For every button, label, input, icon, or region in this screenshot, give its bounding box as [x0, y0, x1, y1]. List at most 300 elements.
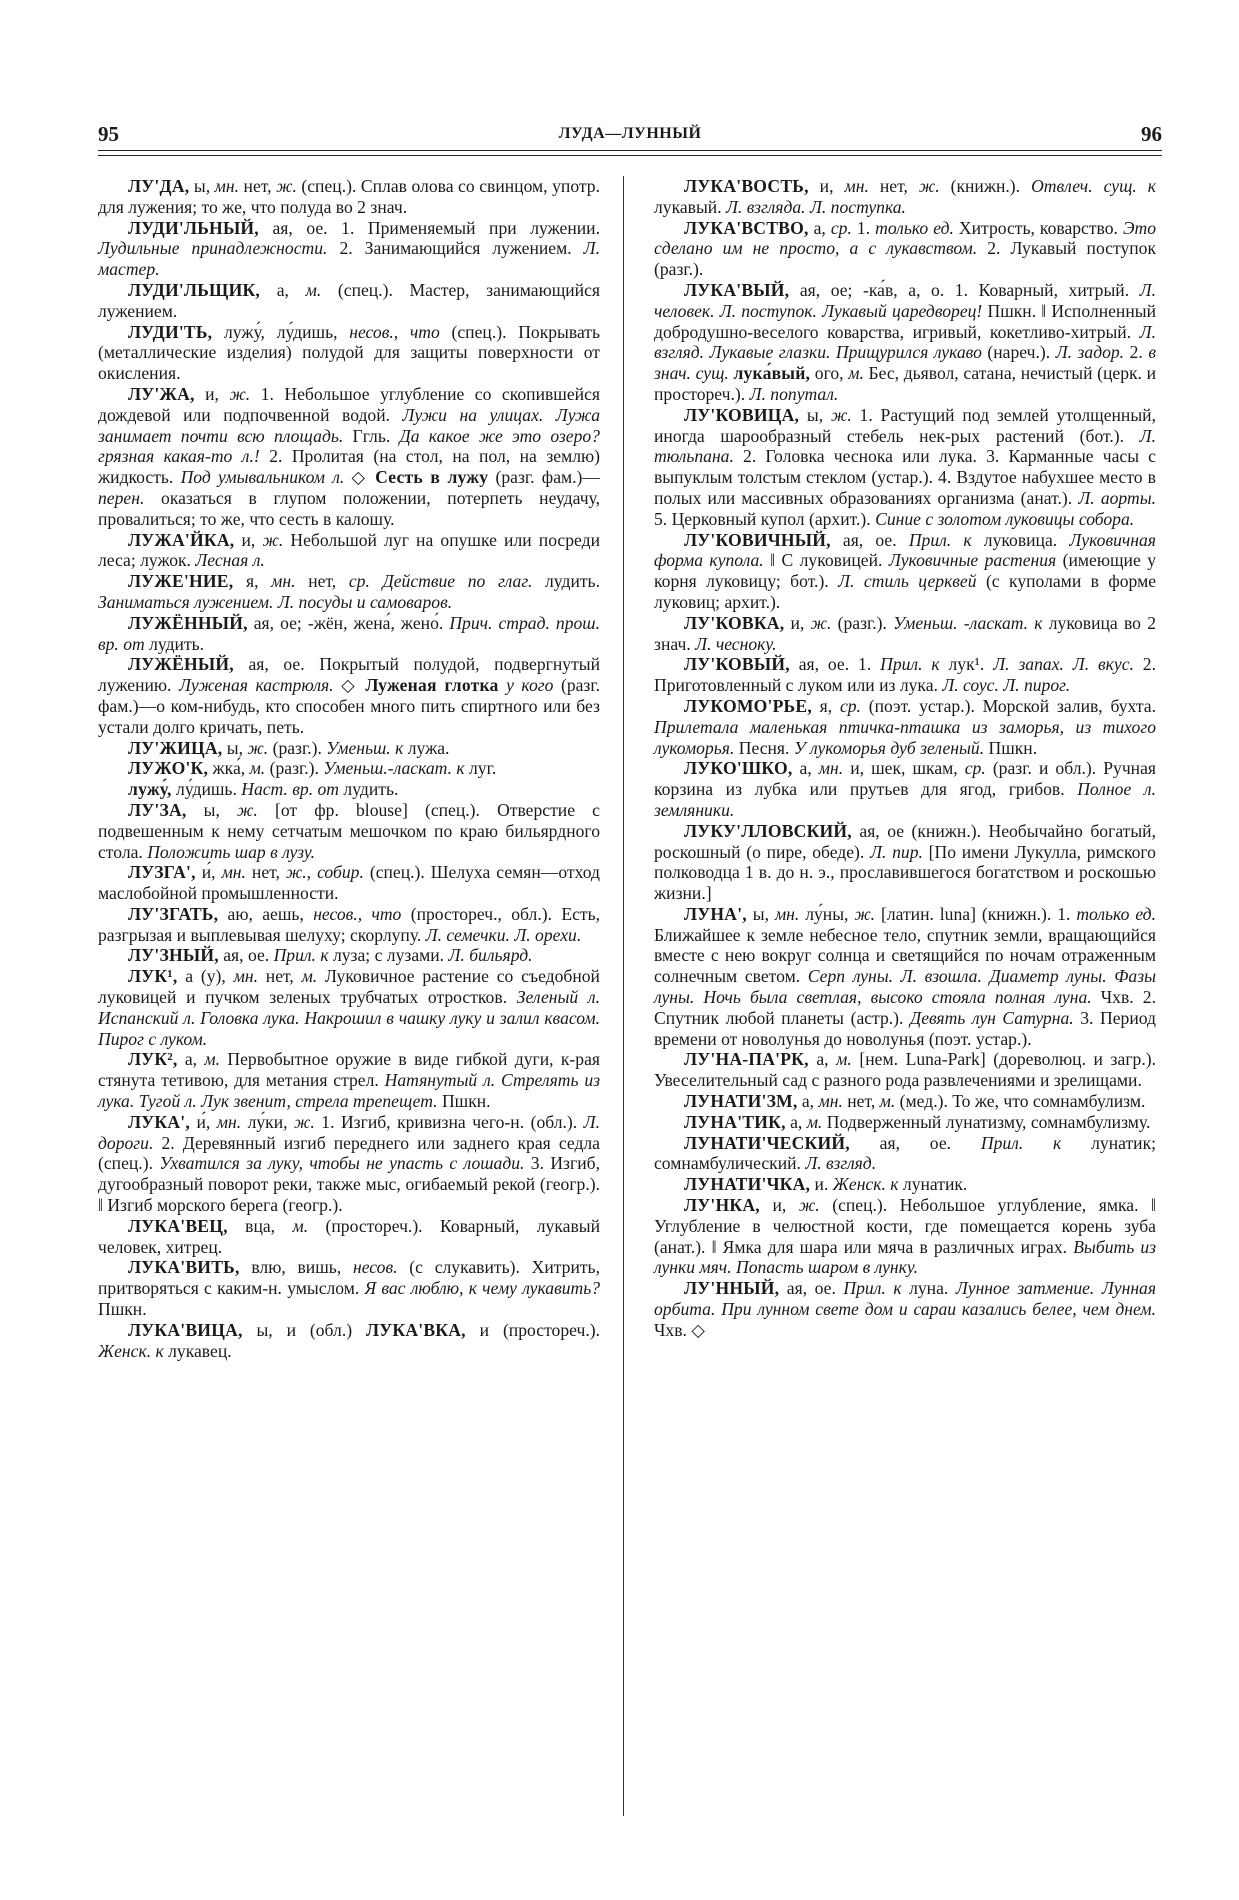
italic-text: Я вас люблю, к чему лукавить? — [364, 1278, 601, 1299]
headword: ЛУНАТИ'ЗМ, — [684, 1091, 798, 1112]
entry-text: лунатик; сомнамбулический. — [654, 1132, 1157, 1174]
italic-text: ж. — [918, 176, 940, 196]
entry-text: нет, — [245, 862, 286, 883]
entry-text: и, шек, шкам, — [843, 758, 965, 779]
italic-text: ж. — [830, 404, 852, 425]
entry-text: (спец.). Мастер, занимающийся лужением. — [98, 279, 600, 321]
headword: ЛУКА'ВОСТЬ, — [684, 176, 809, 196]
dictionary-entry — [98, 1257, 600, 1319]
entry-text: (простореч.). Коварный, лукавый человек, хитрец. — [98, 1215, 600, 1257]
entry-text: 2. Пролитая (на стол, на пол, на землю) жидкость. — [98, 446, 600, 488]
dictionary-entry — [654, 1112, 1156, 1133]
dictionary-entry — [654, 280, 1156, 405]
headword: ЛУК¹, — [128, 966, 178, 987]
entry-text: нет, — [295, 571, 349, 592]
entry-text: а (у), — [177, 966, 234, 987]
entry-text: 1. Изгиб, кривизна чего-н. (обл.). — [314, 1111, 584, 1132]
entry-text: лукавец. — [163, 1340, 232, 1361]
entry-text: (разг. и обл.). Ручная корзина из лубка или прутьев для ягод, грибов. — [654, 758, 1156, 800]
dictionary-entry — [654, 1091, 1156, 1112]
entry-text: ая, ое; -жён, жена́, жено́. — [247, 612, 450, 633]
entry-text: лудить. — [144, 633, 205, 654]
entry-text: лу́ны, — [799, 903, 855, 924]
italic-text: ж. — [854, 903, 876, 924]
entry-text: я, — [233, 571, 272, 592]
entry-text: а, — [792, 758, 819, 779]
entry-text: [По имени Лукулла, римского полководца 1 в. до н. э., прославившегося богатством и роскошью жизни.] — [654, 841, 1156, 904]
italic-text: Ухватился за луку, чтобы не упасть с лошади. — [159, 1153, 525, 1174]
entry-text: Пшкн. — [437, 1091, 491, 1112]
entry-text: Первобытное оружие в виде гибкой дуги, к-рая стянута тетивою, для метания стрел. — [98, 1049, 600, 1091]
entry-text: 2. — [1124, 342, 1149, 363]
italic-text: несов., что — [349, 321, 440, 342]
dictionary-entry — [98, 800, 600, 862]
italic-text: м. — [292, 1215, 309, 1236]
dictionary-entry — [654, 1133, 1156, 1175]
headword: ЛУ'КОВКА, — [684, 612, 785, 633]
headword: ЛУКА'ВКА, — [365, 1319, 466, 1340]
entry-text: аю, аешь, — [218, 903, 314, 924]
entry-text: я, — [811, 695, 840, 716]
headword: ЛУДИ'ЛЬЩИК, — [128, 279, 261, 300]
entry-text: луза; с лузами. — [328, 945, 449, 966]
entry-text: ы, — [189, 176, 215, 196]
entry-text: ая, ое (книжн.). Необычайно богатый, роскошный (о пире, обеде). — [654, 820, 1156, 862]
italic-text: ср. — [839, 695, 861, 716]
dictionary-entry — [654, 1174, 1156, 1195]
dictionary-entry — [98, 862, 600, 904]
italic-text: Прилетала маленькая птичка-пташка из заморья, из тихого лукоморья. — [654, 716, 1156, 758]
italic-text: Лужи на улицах. Лужа занимает почти всю площадь. — [98, 404, 600, 446]
italic-text: Лесная л. — [195, 550, 265, 571]
italic-text: несов., что — [313, 903, 402, 924]
italic-text: Л. тюльпана. — [654, 425, 1156, 467]
dictionary-entry — [98, 758, 600, 779]
italic-text: Натянутый л. Стрелять из лука. Тугой л. Лук звенит, стрела трепещет. — [98, 1070, 600, 1112]
italic-text: Уменьш.-ласкат. к — [323, 758, 465, 779]
entry-text: луковица во 2 знач. — [654, 612, 1156, 654]
italic-text: Л. дороги. — [98, 1111, 600, 1153]
headword: ЛУКА'ВЫЙ, — [684, 279, 790, 300]
italic-text: м. — [204, 1049, 221, 1070]
entry-text: [латин. luna] (книжн.). 1. — [875, 903, 1077, 924]
entry-text: и, — [784, 612, 811, 633]
headword: ЛУЖЁНЫЙ, — [128, 654, 234, 675]
dictionary-entry — [98, 904, 600, 946]
italic-text: Луковичная форма купола. — [654, 529, 1156, 571]
entry-text: ‖ С луковицей. — [763, 550, 889, 571]
italic-text: Луженая кастрюля. — [178, 675, 334, 696]
entry-text: ы, — [746, 903, 775, 924]
italic-text: Л. мастер. — [98, 238, 600, 280]
entry-text: ◇ — [344, 467, 376, 488]
italic-text: Лунное затмение. Лунная орбита. При лунном свете дом и сараи казались белее, чем днем. — [654, 1278, 1157, 1320]
italic-text: ж. — [237, 799, 258, 820]
headword: ЛУЗГА', — [128, 862, 196, 883]
entry-text: а, — [785, 1111, 807, 1132]
entry-text: а, — [808, 217, 831, 238]
dictionary-entry — [98, 613, 600, 655]
entry-text: (мед.). То же, что сомнамбулизм. — [895, 1091, 1146, 1112]
headword: ЛУЖА'ЙКА, — [128, 529, 235, 550]
entry-text: ая, ое. Покрытый полудой, подвергнутый лужению. — [98, 654, 600, 696]
entry-text: лу́ки, — [241, 1111, 295, 1132]
italic-text: ж. — [247, 737, 269, 758]
entry-text: лудить. — [339, 779, 399, 800]
headword: ЛУКА'ВСТВО, — [684, 217, 809, 238]
entry-text: ◇ — [333, 675, 366, 696]
entry-text: ы, — [799, 404, 831, 425]
italic-text: ср. — [830, 217, 852, 238]
entry-text: нет, — [239, 176, 277, 196]
italic-text: мн. — [844, 176, 869, 196]
entry-text: Хитрость, коварство. — [953, 217, 1123, 238]
entry-text: Пшкн. — [984, 737, 1038, 758]
italic-text: ж. — [262, 529, 284, 550]
dictionary-entry — [654, 1278, 1156, 1340]
italic-text: Л. задор. — [1055, 342, 1125, 363]
headword: лука́вый, — [733, 363, 811, 384]
headword: ЛУ'ДА, — [128, 176, 190, 196]
headword: Луженая глотка — [365, 675, 499, 696]
italic-text: ср. Действие по глаг. — [348, 571, 533, 592]
entry-text: (спец.). Сплав олова со свинцом, употр. для лужения; то же, что полуда во 2 знач. — [98, 176, 600, 217]
dictionary-entry — [98, 384, 600, 530]
headword: ЛУКА'ВИТЬ, — [128, 1257, 240, 1278]
headword: лужу́, — [128, 779, 172, 800]
italic-text: Л. пир. — [870, 841, 923, 862]
entry-text: (спец.). Небольшое углубление, ямка. ‖ Углубление в челюстной кости, где помещается корень зуба (анат.). ‖ Ямка для шара или мяча в различных играх. — [654, 1195, 1156, 1257]
header-rule — [98, 150, 1162, 151]
dictionary-entry — [98, 779, 600, 800]
dictionary-entry — [654, 654, 1156, 696]
headword: ЛУ'ННЫЙ, — [684, 1278, 780, 1299]
dictionary-entry — [98, 945, 600, 966]
italic-text: Прич. страд. прош. вр. от — [98, 612, 600, 654]
italic-text: Прил. к — [273, 945, 329, 966]
entry-text: (с куполами в форме луковиц; архит.). — [654, 571, 1157, 612]
entry-text: нет, — [257, 966, 302, 987]
entry-text: ая, ое. — [849, 1132, 981, 1153]
italic-text: Л. соус. Л. пирог. — [942, 675, 1071, 696]
italic-text: мн. — [233, 966, 258, 987]
italic-text: мн. — [818, 1091, 843, 1112]
entry-text: ая, ое. — [830, 529, 909, 550]
headword: ЛУКО'ШКО, — [684, 758, 793, 779]
italic-text: только ед. — [1076, 903, 1156, 924]
dictionary-entry — [654, 613, 1156, 655]
entry-text: луг. — [464, 758, 497, 779]
entry-text: нет, — [868, 176, 919, 196]
entry-text: Чхв. 2. Спутник любой планеты (астр.). — [654, 987, 1156, 1028]
italic-text: Выбить из лунки мяч. Попасть шаром в лунку. — [654, 1236, 1156, 1278]
headword: ЛУКА'ВИЦА, — [128, 1319, 243, 1340]
entry-text — [499, 675, 507, 695]
dictionary-entry — [654, 821, 1156, 904]
dictionary-entry — [654, 904, 1156, 1050]
italic-text: Л. семечки. Л. орехи. — [425, 924, 582, 945]
italic-text: мн. — [221, 862, 246, 883]
entry-text: (поэт. устар.). Морской залив, бухта. — [860, 695, 1156, 716]
italic-text: ср. — [964, 758, 986, 779]
italic-text: Наст. вр. от — [241, 779, 340, 800]
headword: ЛУ'КОВЫЙ, — [684, 654, 790, 675]
headword: ЛУ'КОВИЧНЫЙ, — [684, 529, 831, 550]
italic-text: в знач. сущ. — [654, 342, 1156, 384]
entry-text: луковица. — [971, 529, 1070, 550]
entry-text: 1. Растущий под землей утолщенный, иногда шарообразный стебель нек-рых растений (бот.). — [654, 404, 1156, 446]
italic-text: ж. — [810, 612, 832, 633]
entry-text: ая, ое. 1. — [789, 654, 881, 675]
entry-text: ы, и (обл.) — [242, 1319, 366, 1340]
entry-text: лунатик. — [898, 1174, 968, 1195]
entry-text: 2. Головка чеснока или лука. 3. Карманные часы с выпуклым толстым стеклом (устар.). 4. Вздутое набухшее место в полых или массивных образованиях организма (анат.). — [654, 446, 1156, 508]
dictionary-entry — [98, 280, 600, 322]
entry-text: 1. — [851, 217, 876, 238]
dictionary-entry — [654, 405, 1156, 530]
italic-text: Отвлеч. сущ. к — [1031, 176, 1156, 196]
italic-text: Прил. к — [843, 1278, 902, 1299]
entry-text: нет, — [842, 1091, 880, 1112]
entry-text: ого, — [810, 363, 849, 384]
entry-text: 2. Приготовленный с луком или из лука. — [654, 654, 1156, 696]
headword: ЛУНА'ТИК, — [684, 1111, 786, 1132]
entry-text: 2. Занимающийся лужением. — [327, 238, 584, 259]
italic-text: Полное л. земляники. — [654, 779, 1156, 820]
page-number-right: 96 — [1141, 122, 1162, 146]
italic-text: Прил. к — [908, 529, 972, 550]
italic-text: мн. — [216, 1111, 242, 1132]
italic-text: Л. стиль церквей — [838, 571, 977, 592]
italic-text: м. — [848, 363, 864, 384]
entry-text: 2. Деревянный изгиб переднего или заднего края седла (спец.). — [98, 1132, 600, 1174]
italic-text: Л. взгляда. Л. поступка. — [726, 196, 906, 217]
italic-text: мн. — [271, 571, 296, 592]
entry-text: 3. Изгиб, дугообразный поворот реки, также мыс, огибаемый рекой (геогр.). ‖ Изгиб морского берега (геогр.). — [98, 1153, 600, 1216]
entry-text: и, — [759, 1195, 799, 1216]
dictionary-entry — [98, 654, 600, 737]
entry-text: и, — [234, 529, 263, 550]
entry-text: и, — [808, 176, 845, 196]
italic-text: Л. взгляд. — [805, 1153, 877, 1174]
entry-text: Луковичное растение со съедобной луковицей и пучком зеленых трубчатых отростков. — [98, 966, 600, 1008]
entry-text: (простореч., обл.). Есть, разгрызая и выплевывая шелуху; скорлупу. — [98, 903, 601, 945]
italic-text: ж. — [294, 1111, 315, 1132]
entry-text: Песня. — [734, 737, 794, 758]
entry-text: и́, — [195, 862, 222, 883]
running-title: ЛУДА—ЛУННЫЙ — [558, 125, 702, 142]
headword: ЛУКА'ВЕЦ, — [128, 1215, 228, 1236]
italic-text: Л. чесноку. — [695, 633, 777, 654]
headword: ЛУЖЁННЫЙ, — [128, 612, 248, 633]
entry-text: оказаться в глупом положении, потерпеть неудачу, провалиться; то же, что сесть в калошу. — [98, 487, 600, 529]
entry-text: лукавый. — [654, 196, 727, 217]
entry-text: (имеющие у корня луковицу; бот.). — [654, 550, 1156, 592]
italic-text: м. — [836, 1049, 852, 1070]
dictionary-entry — [654, 1195, 1156, 1278]
dictionary-entry — [654, 1049, 1156, 1091]
headword: ЛУ'ЖА, — [128, 383, 195, 404]
italic-text: ж. — [276, 176, 297, 196]
italic-text: Женск. к — [98, 1340, 164, 1361]
entry-text: ая, ое; -ка́в, а, о. 1. Коварный, хитрый. — [789, 279, 1140, 300]
entry-text: 1. Небольшое углубление со скопившейся дождевой или подпочвенной водой. — [98, 383, 600, 425]
italic-text: Уменьш. -ласкат. к — [893, 612, 1043, 633]
entry-text: ая, ое. — [779, 1278, 844, 1299]
dictionary-entry — [98, 738, 600, 759]
dictionary-entry — [98, 1320, 600, 1362]
headword: ЛУ'КОВИЦА, — [684, 404, 800, 425]
entry-text: Ггль. — [343, 425, 400, 446]
italic-text: мн. — [774, 903, 800, 924]
entry-text: влю, вишь, — [239, 1257, 353, 1278]
entry-text: Подверженный лунатизму, сомнамбулизму. — [822, 1111, 1151, 1132]
dictionary-entry — [98, 322, 600, 384]
dictionary-entry — [98, 176, 600, 218]
left-column — [98, 176, 600, 1361]
headword: ЛУ'ЖИЦА, — [128, 737, 223, 758]
headword: ЛУНАТИ'ЧКА, — [684, 1174, 811, 1195]
headword: Сесть в лужу — [375, 467, 489, 488]
entry-text: лудить. — [532, 571, 600, 592]
column-divider — [623, 176, 624, 1816]
italic-text: Синие с золотом луковицы собора. — [875, 508, 1135, 529]
headword: ЛУ'ЗНЫЙ, — [128, 945, 219, 966]
italic-text: Это сделано им не просто, а с лукавством. — [654, 217, 1156, 259]
entry-text: ы, — [222, 737, 248, 758]
headword: ЛУК², — [128, 1049, 178, 1070]
entry-text: ы, — [186, 799, 238, 820]
italic-text: Под умывальником л. — [180, 467, 345, 488]
headword: ЛУКА', — [128, 1111, 190, 1132]
dictionary-entry — [98, 530, 600, 572]
headword: ЛУ'НКА, — [684, 1195, 760, 1216]
italic-text: Л. взгляд. Лукавые глазки. Прищурился лукаво — [654, 321, 1156, 363]
italic-text: Девять лун Сатурна. — [910, 1007, 1074, 1028]
entry-text: 3. Период времени от новолунья до новолунья (поэт. устар.). — [654, 1007, 1156, 1049]
italic-text: Л. попутал. — [749, 383, 839, 404]
entry-text: и (простореч.). — [465, 1319, 600, 1340]
entry-text: Небольшой луг на опушке или посреди леса; лужок. — [98, 529, 600, 571]
italic-text: Л. запах. Л. вкус. — [993, 654, 1134, 675]
italic-text: Зеленый л. Испанский л. Головка лука. Накрошил в чашку луку и залил квасом. Пирог с луком. — [98, 987, 600, 1049]
italic-text: только ед. — [875, 217, 954, 238]
entry-text: жка́, — [208, 758, 250, 779]
headword: ЛУКОМО'РЬЕ, — [684, 695, 812, 716]
entry-text: (разг. фам.)— — [488, 467, 601, 488]
headword: ЛУ'НА-ПА'РК, — [684, 1049, 809, 1070]
italic-text: Л. человек. Л. поступок. Лукавый царедворец! — [654, 279, 1156, 321]
page-header — [98, 122, 1162, 148]
headword: ЛУ'ЗГАТЬ, — [128, 903, 219, 924]
italic-text: м. — [249, 758, 266, 779]
page-number-left: 95 — [98, 122, 119, 146]
italic-text: Л. аорты. — [1078, 487, 1157, 508]
headword: ЛУ'ЗА, — [128, 799, 187, 820]
italic-text: Заниматься лужением. Л. посуды и самоваров. — [98, 591, 453, 612]
italic-text: м. — [806, 1111, 823, 1132]
entry-text: (разг.). — [265, 758, 324, 779]
headword: ЛУКУ'ЛЛОВСКИЙ, — [684, 820, 852, 841]
dictionary-entry — [98, 966, 600, 1049]
entry-text: Пшкн. — [98, 1299, 147, 1320]
headword: ЛУНАТИ'ЧЕСКИЙ, — [684, 1132, 850, 1153]
italic-text: м. — [301, 966, 318, 987]
italic-text: Луковичные растения — [888, 550, 1057, 571]
entry-text: Пшкн. ‖ Исполненный добродушно-веселого коварства, игривый, кокетливо-хитрый. — [654, 300, 1156, 342]
entry-text: (с слукавить). Хитрить, притворяться с каким-н. умыслом. — [98, 1257, 600, 1299]
entry-text: а, — [260, 279, 306, 300]
italic-text: Л. бильярд. — [448, 945, 533, 966]
entry-text: Бес, дьявол, сатана, нечистый (церк. и простореч.). — [654, 363, 1157, 404]
italic-text: несов. — [352, 1257, 398, 1278]
entry-text: и́, — [189, 1111, 217, 1132]
entry-text: а, — [808, 1049, 837, 1070]
entry-text: и, — [194, 383, 230, 404]
italic-text: мн. — [818, 758, 844, 779]
entry-text: ая, ое. — [218, 945, 274, 966]
headword: ЛУНА', — [684, 903, 747, 924]
entry-text: лу́дишь. — [171, 779, 242, 800]
dictionary-entry — [654, 176, 1156, 218]
entry-text: (разг.). — [268, 737, 327, 758]
entry-text: (спец.). Покрывать (металлические изделия) полудой для защиты поверхности от окисления. — [98, 321, 601, 384]
dictionary-entry — [654, 696, 1156, 758]
headword: ЛУДИ'ТЬ, — [128, 321, 213, 342]
dictionary-entry — [98, 218, 600, 280]
entry-text: Чхв. ◇ — [654, 1319, 705, 1340]
dictionary-entry — [654, 218, 1156, 280]
italic-text: ж. — [229, 383, 251, 404]
italic-text: ж., собир. — [285, 862, 364, 883]
dictionary-entry — [654, 530, 1156, 613]
entry-text: а, — [797, 1091, 819, 1112]
italic-text: мн. — [214, 176, 239, 196]
entry-text: [от фр. blouse] (спец.). Отверстие с подвешенным к нему сетчатым мешочком по краю бильярдного стола. — [98, 799, 600, 862]
entry-text: 2. Лукавый поступок (разг.). — [654, 238, 1157, 280]
entry-text: 5. Церковный купол (архит.). — [654, 508, 876, 529]
header-rule-secondary — [98, 155, 1162, 156]
italic-text: Лудильные принадлежности. — [98, 238, 328, 259]
entry-text: (разг.). — [831, 612, 894, 633]
italic-text: у кого — [506, 675, 554, 696]
dictionary-entry — [98, 1112, 600, 1216]
italic-text: ж. — [798, 1195, 820, 1216]
italic-text: м. — [305, 279, 322, 300]
italic-text: Прил. к — [880, 654, 940, 675]
entry-text: луна. — [901, 1278, 956, 1299]
entry-text: [нем. Luna-Park] (дореволюц. и загр.). Увеселительный сад с разного рода развлечениями и зрелищами. — [654, 1049, 1156, 1091]
entry-text: ая, ое. 1. Применяемый при лужении. — [258, 217, 600, 238]
right-column — [654, 176, 1156, 1341]
entry-text: (книжн.). — [939, 176, 1032, 196]
dictionary-entry — [98, 1216, 600, 1258]
entry-text: лужа. — [403, 737, 450, 758]
headword: ЛУДИ'ЛЬНЫЙ, — [128, 217, 259, 238]
italic-text: перен. — [98, 487, 145, 508]
italic-text: У лукоморья дуб зеленый. — [793, 737, 985, 758]
italic-text: Уменьш. к — [326, 737, 404, 758]
italic-text: Серп луны. Л. взошла. Диаметр луны. Фазы луны. Ночь была светлая, высоко стояла полная луна. — [654, 966, 1156, 1008]
headword: ЛУЖЕ'НИЕ, — [128, 571, 234, 592]
entry-text: лук¹. — [939, 654, 994, 675]
entry-text: (разг. фам.)—о ком-нибудь, кто способен много пить спиртного или без устали долго кричать, петь. — [98, 675, 600, 737]
headword: ЛУЖО'К, — [128, 758, 209, 779]
entry-text: лужу́, лу́дишь, — [212, 321, 350, 342]
entry-text: (нареч.). — [981, 342, 1056, 363]
entry-text: и. — [810, 1174, 833, 1195]
entry-text: (спец.). Шелуха семян—отход маслобойной промышленности. — [98, 862, 600, 904]
